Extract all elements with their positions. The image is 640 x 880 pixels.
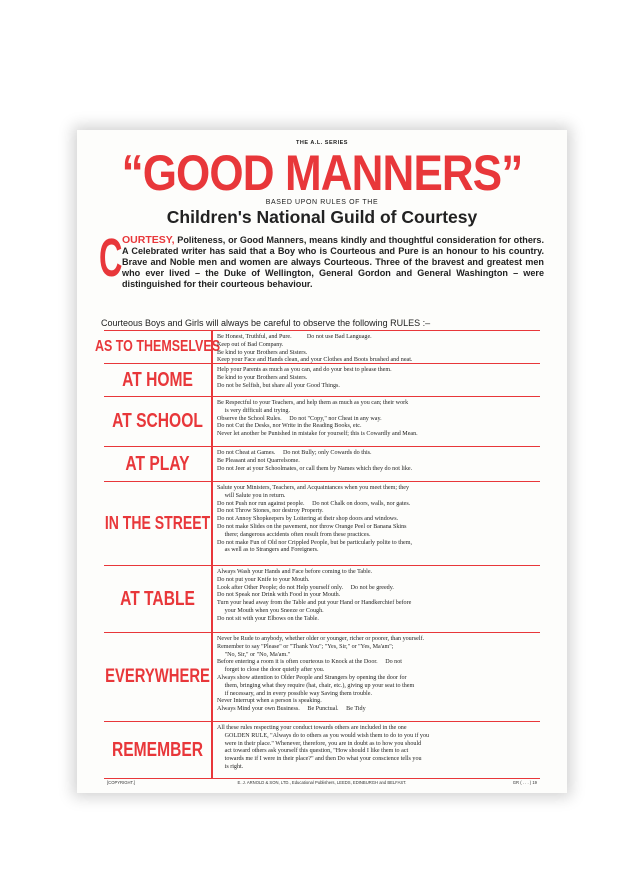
publisher-line: E. J. ARNOLD & SON, LTD., Educational Publishers, LEEDS, EDINBURGH and BELFAST. xyxy=(237,780,407,785)
rule-text: Do not Cheat at Games. Do not Bully; only Cowards do this. Be Pleasant and not Quarrelsome. Do not Jeer at your Schoolmates, or call them by Names which they do not like. xyxy=(217,450,413,472)
rules-intro: Courteous Boys and Girls will always be careful to observe the following RULES :– xyxy=(101,318,431,328)
rule-row xyxy=(104,633,540,722)
poster-sheet xyxy=(77,130,567,793)
rule-row xyxy=(94,331,540,364)
rule-heading: AT TABLE xyxy=(120,587,195,610)
rule-text: Always Wash your Hands and Face before coming to the Table. Do not put your Knife to your Mouth. Look after Other People; do not Help yourself only. Do not be greedy. Do not Speak nor Drink with Food in your Mouth. Turn your head away from the Table and put your Hand or Handkerchief before your Mouth when you Sneeze or Cough. Do not sit with your Elbows on the Table. xyxy=(217,569,412,622)
intro-dropcap: C xyxy=(99,228,123,288)
rule-row xyxy=(104,482,540,566)
rule-row xyxy=(104,397,540,447)
rule-heading: AS TO THEMSELVES xyxy=(94,338,221,355)
intro-lead-word: OURTESY, xyxy=(122,234,175,246)
print-code: GR ( . . . ) 19 xyxy=(512,780,537,785)
rule-row xyxy=(104,566,540,633)
rule-text: Salute your Ministers, Teachers, and Acquaintances when you meet them; they will Salute you in return. Do not Push nor run against people. Do not Chalk on doors, walls, nor gates. Do not Throw Stones, nor destroy Property. Do not Annoy Shopkeepers by Loitering at their shop doors and windows. Do not make Slides on the pavement, nor throw Orange Peel or Banana Skins there; dangerous accidents often result from these practices. Do not make Fun of Old nor Crippled People, but be particularly polite to them, as well as to Strangers and Foreigners. xyxy=(217,485,412,554)
poster-title: “GOOD MANNERS” xyxy=(121,145,523,201)
rule-heading: EVERYWHERE xyxy=(105,666,210,687)
intro-body: Politeness, or Good Manners, means kindly and thoughtful consideration for others. A Celebrated writer has said that a Boy who is Courteous and Pure is an honour to his country. Brave and Noble men and women are always Courteous. Three of the bravest and greatest men who ever lived – the Duke of Wellington, General Gordon and General Washington – were distinguished for their courteous behaviour. xyxy=(122,235,544,289)
rule-heading: AT HOME xyxy=(122,368,193,391)
rule-text: Be Honest, Truthful, and Pure. Do not use Bad Language. Keep out of Bad Company. Be kind to your Brothers and Sisters. Keep your Face and Hands clean, and your Clothes and Boots brushed and neat. xyxy=(217,334,413,364)
guild-name: Children's National Guild of Courtesy xyxy=(166,207,478,227)
rule-text: Be Respectful to your Teachers, and help them as much as you can; their work is very difficult and trying. Observe the School Rules. Do not "Copy," nor Cheat in any way. Do not Cut the Desks, nor Write in the Reading Books, etc. Never let another be Punished in mistake for yourself; this is Cowardly and Mean. xyxy=(217,400,418,438)
rule-text: Never be Rude to anybody, whether older or younger, richer or poorer, than yourself. Remember to say "Please" or "Thank You"; "Yes, Sir," or "Yes, Ma'am"; "No, Sir," or "No, Ma'am." Before entering a room it is often courteous to Knock at the Door. Do not forget to close the door quietly after you. Always show attention to Older People and Strangers by opening the door for them, bringing what they require (hat, chair, etc.), giving up your seat to them if necessary, and in every possible way Saving them trouble. Never Interrupt when a person is speaking. Always Mind your own Business. Be Punctual. Be Tidy xyxy=(217,636,425,713)
rule-text: Help your Parents as much as you can, and do your best to please them. Be kind to your Brothers and Sisters. Do not be Selfish, but share all your Good Things. xyxy=(217,367,392,389)
copyright-label: [COPYRIGHT.] xyxy=(107,780,135,785)
intro-paragraph xyxy=(122,235,544,290)
rule-row xyxy=(104,722,540,778)
rule-heading: AT PLAY xyxy=(125,452,190,475)
rule-row xyxy=(104,364,540,397)
rule-text: All these rules respecting your conduct towards others are included in the one GOLDEN RULE, "Always do to others as you would wish them to do to you if you were in their place." Whenever, therefore, you are in doubt as to how you should act toward others ask yourself this question, "How should I like them to act towards me if I were in their place?" and then Do what your conscience tells you is right. xyxy=(217,725,430,770)
rule-row xyxy=(104,447,540,482)
rule-heading: IN THE STREET xyxy=(104,513,211,533)
rule-heading: REMEMBER xyxy=(112,738,204,761)
rules-table xyxy=(94,330,540,779)
series-label: THE A.L. SERIES xyxy=(296,140,348,146)
based-upon-line: BASED UPON RULES OF THE xyxy=(265,199,379,206)
rule-heading: AT SCHOOL xyxy=(112,410,203,432)
